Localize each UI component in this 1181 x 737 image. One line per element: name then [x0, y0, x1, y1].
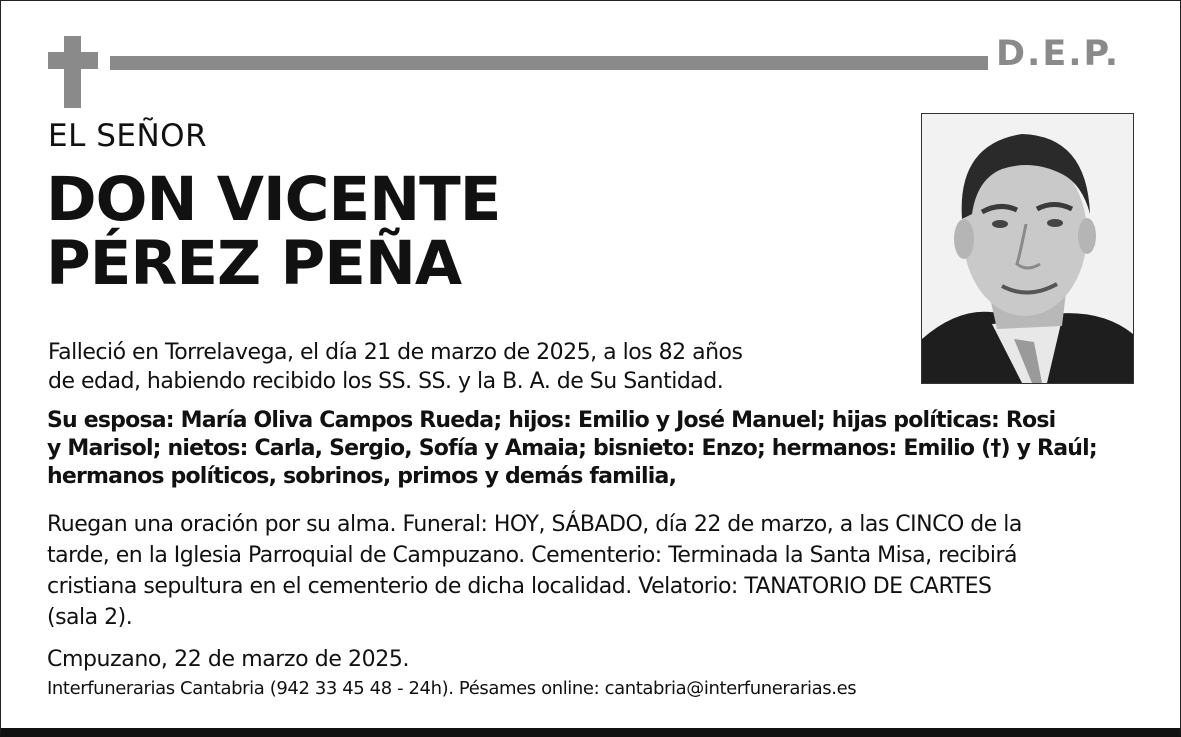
death-line-2: de edad, habiendo recibido los SS. SS. y la B. A. de Su Santidad. — [48, 369, 724, 394]
deceased-name — [46, 164, 646, 299]
footer-contact: Interfunerarias Cantabria (942 33 45 48 - 24h). Pésames online: cantabria@interfunerarias.es — [47, 678, 857, 699]
portrait-photo — [921, 113, 1134, 384]
funeral-details — [47, 509, 1137, 633]
family-line-3: hermanos políticos, sobrinos, primos y demás familia, — [47, 464, 677, 489]
dep-label: D.E.P. — [996, 34, 1121, 74]
name-line-2: PÉREZ PEÑA — [46, 228, 462, 299]
death-notice — [48, 338, 908, 396]
funeral-line-1: Ruegan una oración por su alma. Funeral: HOY, SÁBADO, día 22 de marzo, a las CINCO de la — [47, 512, 1022, 537]
family-line-2: y Marisol; nietos: Carla, Sergio, Sofía y Amaia; bisnieto: Enzo; hermanos: Emilio (†) y Raúl; — [47, 436, 1097, 461]
funeral-line-2: tarde, en la Iglesia Parroquial de Campuzano. Cementerio: Terminada la Santa Misa, recibirá — [47, 543, 1018, 568]
family-list — [47, 407, 1147, 491]
funeral-line-3: cristiana sepultura en el cementerio de dicha localidad. Velatorio: TANATORIO DE CARTES — [47, 574, 992, 599]
family-line-1: Su esposa: María Oliva Campos Rueda; hijos: Emilio y José Manuel; hijas políticas: Rosi — [47, 408, 1056, 433]
place-date: Cmpuzano, 22 de marzo de 2025. — [47, 647, 410, 672]
cross-icon-arm — [48, 52, 98, 69]
death-line-1: Falleció en Torrelavega, el día 21 de marzo de 2025, a los 82 años — [48, 340, 743, 365]
honorific: EL SEÑOR — [48, 118, 208, 154]
name-line-1: DON VICENTE — [46, 164, 501, 235]
cross-icon — [64, 36, 81, 108]
funeral-line-4: (sala 2). — [47, 605, 133, 630]
portrait-illustration — [922, 114, 1133, 383]
header-rule — [110, 56, 988, 70]
